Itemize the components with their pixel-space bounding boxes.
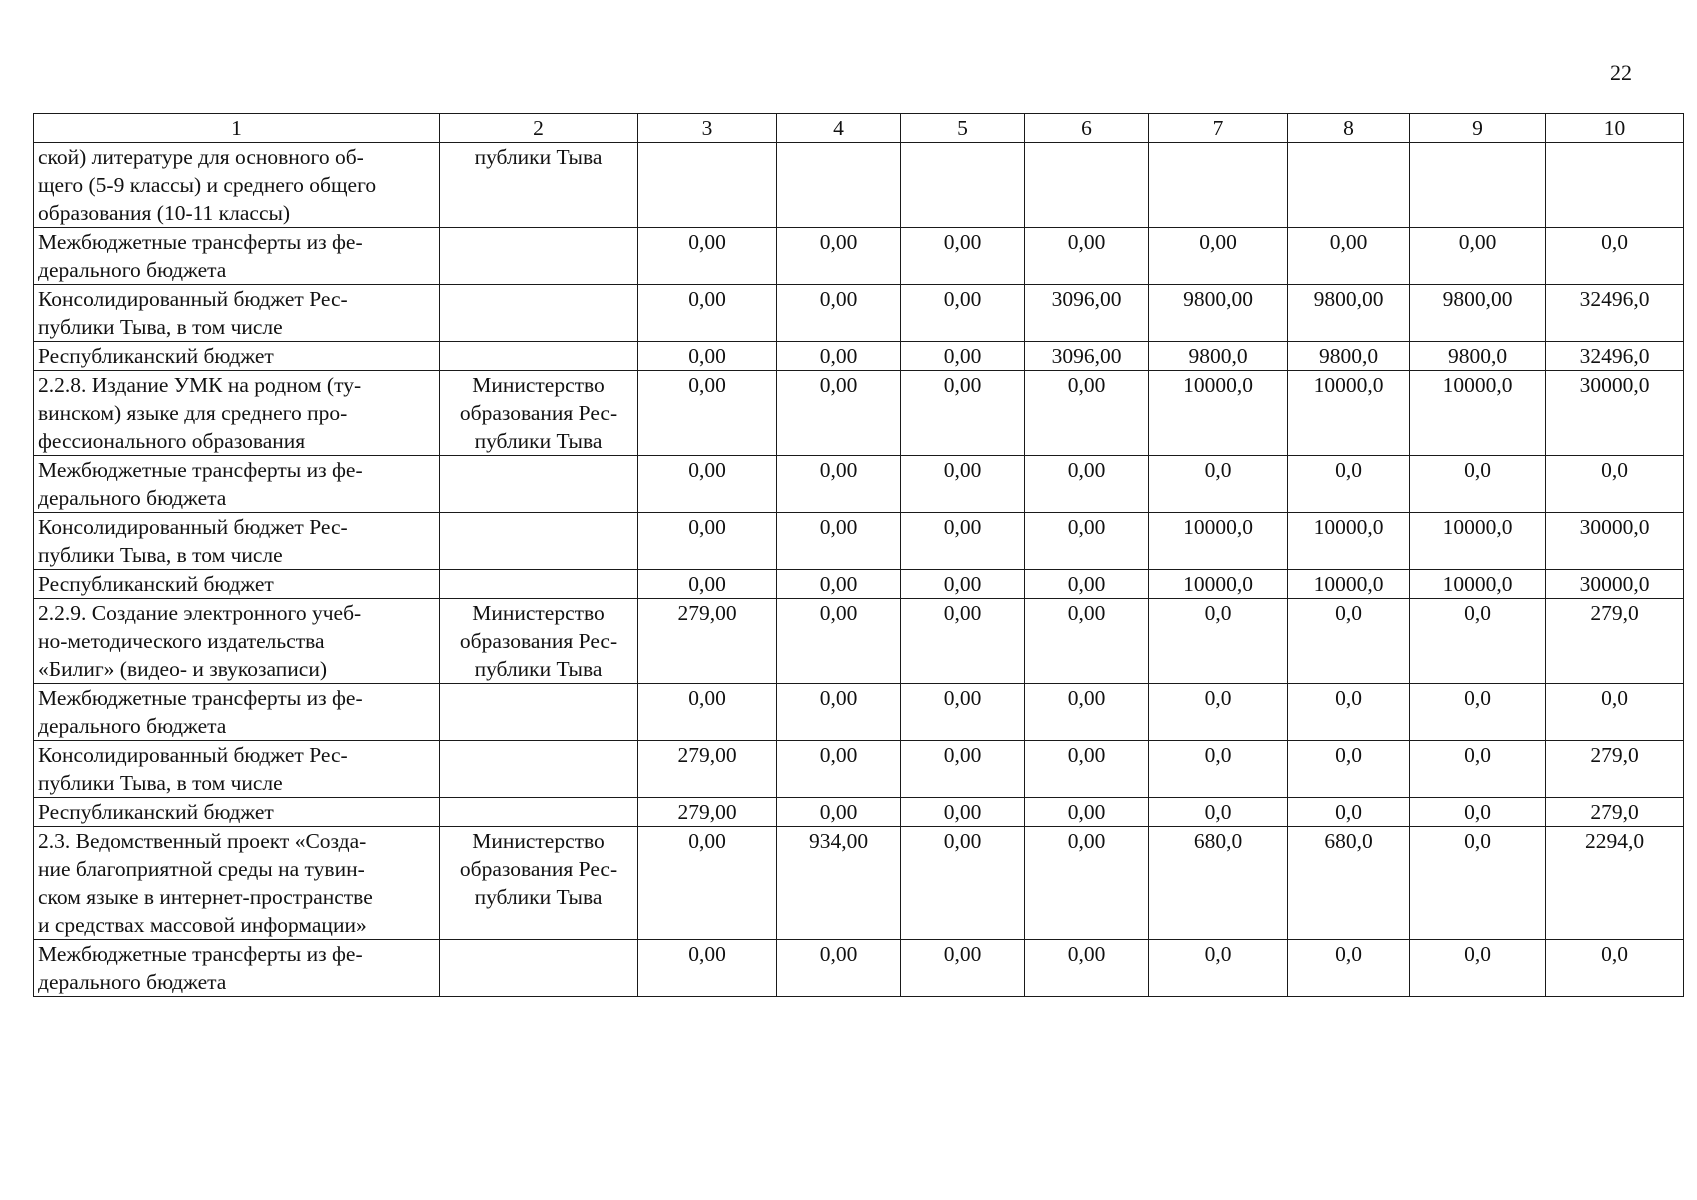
value-cell-col-7: 680,0 <box>1149 827 1288 940</box>
row-name-cell <box>34 228 440 285</box>
table-row <box>34 513 1684 570</box>
executor-text: Министерство образования Рес- публики Тыва <box>459 601 618 681</box>
value-cell-col-8: 0,0 <box>1288 741 1410 798</box>
row-name-cell <box>34 456 440 513</box>
row-name-text: Межбюджетные трансферты из фе- дерального бюджета <box>38 230 363 282</box>
row-name-text: 2.2.9. Создание электронного учеб- но-методического издательства «Билиг» (видео- и звукозаписи) <box>38 601 362 681</box>
row-name-text: Консолидированный бюджет Рес- публики Тыва, в том числе <box>38 743 348 795</box>
executor-cell <box>440 228 638 285</box>
value-cell-col-3: 0,00 <box>638 456 777 513</box>
value-cell-col-8: 0,0 <box>1288 798 1410 827</box>
value-cell-col-10: 30000,0 <box>1546 513 1684 570</box>
value-cell-col-3: 0,00 <box>638 570 777 599</box>
table-row <box>34 371 1684 456</box>
value-cell-col-3: 0,00 <box>638 342 777 371</box>
value-cell-col-8: 0,0 <box>1288 684 1410 741</box>
value-cell-col-7: 0,0 <box>1149 940 1288 997</box>
value-cell-col-4: 0,00 <box>777 940 901 997</box>
value-cell-col-9: 0,0 <box>1410 741 1546 798</box>
executor-text: публики Тыва <box>474 145 603 169</box>
executor-text: Министерство образования Рес- публики Тыва <box>459 373 618 453</box>
table-row <box>34 599 1684 684</box>
value-cell-col-9: 0,0 <box>1410 456 1546 513</box>
value-cell-col-3: 279,00 <box>638 599 777 684</box>
value-cell-col-5: 0,00 <box>901 342 1025 371</box>
table-row <box>34 798 1684 827</box>
value-cell-col-4: 934,00 <box>777 827 901 940</box>
value-cell-col-6: 0,00 <box>1025 741 1149 798</box>
value-cell-col-6 <box>1025 143 1149 228</box>
value-cell-col-9: 10000,0 <box>1410 570 1546 599</box>
value-cell-col-9: 0,0 <box>1410 798 1546 827</box>
value-cell-col-9: 9800,0 <box>1410 342 1546 371</box>
table-row <box>34 456 1684 513</box>
value-cell-col-7: 10000,0 <box>1149 570 1288 599</box>
value-cell-col-5: 0,00 <box>901 827 1025 940</box>
column-header-8: 8 <box>1288 114 1410 143</box>
executor-cell <box>440 798 638 827</box>
value-cell-col-3 <box>638 143 777 228</box>
row-name-cell <box>34 599 440 684</box>
value-cell-col-8: 0,00 <box>1288 228 1410 285</box>
value-cell-col-3: 0,00 <box>638 827 777 940</box>
value-cell-col-8: 9800,00 <box>1288 285 1410 342</box>
table-row <box>34 827 1684 940</box>
value-cell-col-3: 0,00 <box>638 684 777 741</box>
value-cell-col-4: 0,00 <box>777 342 901 371</box>
value-cell-col-3: 0,00 <box>638 513 777 570</box>
value-cell-col-10: 279,0 <box>1546 599 1684 684</box>
value-cell-col-3: 0,00 <box>638 285 777 342</box>
row-name-cell <box>34 741 440 798</box>
value-cell-col-10: 0,0 <box>1546 228 1684 285</box>
row-name-cell <box>34 570 440 599</box>
column-header-10: 10 <box>1546 114 1684 143</box>
value-cell-col-4: 0,00 <box>777 684 901 741</box>
column-header-4: 4 <box>777 114 901 143</box>
row-name-cell <box>34 798 440 827</box>
table-row <box>34 342 1684 371</box>
column-header-6: 6 <box>1025 114 1149 143</box>
row-name-text: ской) литературе для основного об- щего (5-9 классы) и среднего общего образования (10-11 классы) <box>38 145 377 225</box>
executor-cell <box>440 513 638 570</box>
value-cell-col-6: 0,00 <box>1025 798 1149 827</box>
value-cell-col-9: 0,0 <box>1410 684 1546 741</box>
value-cell-col-9: 0,0 <box>1410 599 1546 684</box>
value-cell-col-7: 0,0 <box>1149 456 1288 513</box>
row-name-text: Межбюджетные трансферты из фе- дерального бюджета <box>38 686 363 738</box>
value-cell-col-3: 279,00 <box>638 741 777 798</box>
value-cell-col-4: 0,00 <box>777 599 901 684</box>
value-cell-col-5: 0,00 <box>901 285 1025 342</box>
executor-text: Министерство образования Рес- публики Тыва <box>459 829 618 909</box>
value-cell-col-3: 0,00 <box>638 940 777 997</box>
row-name-text: Республиканский бюджет <box>38 572 274 596</box>
value-cell-col-10: 279,0 <box>1546 798 1684 827</box>
value-cell-col-7: 0,0 <box>1149 798 1288 827</box>
executor-cell <box>440 143 638 228</box>
value-cell-col-6: 0,00 <box>1025 513 1149 570</box>
value-cell-col-5 <box>901 143 1025 228</box>
value-cell-col-3: 0,00 <box>638 371 777 456</box>
row-name-text: Консолидированный бюджет Рес- публики Тыва, в том числе <box>38 515 348 567</box>
value-cell-col-6: 0,00 <box>1025 599 1149 684</box>
budget-table <box>33 113 1684 997</box>
value-cell-col-8: 0,0 <box>1288 940 1410 997</box>
value-cell-col-7: 0,00 <box>1149 228 1288 285</box>
row-name-text: 2.2.8. Издание УМК на родном (ту- винском) языке для среднего про- фессионального образования <box>38 373 362 453</box>
value-cell-col-9: 10000,0 <box>1410 513 1546 570</box>
row-name-cell <box>34 940 440 997</box>
value-cell-col-7: 0,0 <box>1149 599 1288 684</box>
value-cell-col-10: 2294,0 <box>1546 827 1684 940</box>
value-cell-col-10: 32496,0 <box>1546 285 1684 342</box>
value-cell-col-6: 0,00 <box>1025 827 1149 940</box>
table-row <box>34 741 1684 798</box>
column-number-header-row <box>34 114 1684 143</box>
row-name-text: Республиканский бюджет <box>38 800 274 824</box>
value-cell-col-6: 3096,00 <box>1025 342 1149 371</box>
value-cell-col-9: 0,0 <box>1410 940 1546 997</box>
value-cell-col-4: 0,00 <box>777 456 901 513</box>
column-header-3: 3 <box>638 114 777 143</box>
executor-cell <box>440 371 638 456</box>
value-cell-col-5: 0,00 <box>901 570 1025 599</box>
row-name-cell <box>34 285 440 342</box>
row-name-cell <box>34 513 440 570</box>
row-name-text: Межбюджетные трансферты из фе- дерального бюджета <box>38 942 363 994</box>
column-header-5: 5 <box>901 114 1025 143</box>
value-cell-col-6: 0,00 <box>1025 684 1149 741</box>
value-cell-col-10: 30000,0 <box>1546 570 1684 599</box>
executor-cell <box>440 285 638 342</box>
value-cell-col-9: 9800,00 <box>1410 285 1546 342</box>
executor-cell <box>440 741 638 798</box>
row-name-text: 2.3. Ведомственный проект «Созда- ние благоприятной среды на тувин- ском языке в интернет-пространстве и средствах массовой информации» <box>38 829 373 937</box>
row-name-cell <box>34 684 440 741</box>
value-cell-col-9: 0,00 <box>1410 228 1546 285</box>
value-cell-col-10: 0,0 <box>1546 456 1684 513</box>
value-cell-col-4 <box>777 143 901 228</box>
value-cell-col-7: 9800,0 <box>1149 342 1288 371</box>
value-cell-col-5: 0,00 <box>901 684 1025 741</box>
value-cell-col-5: 0,00 <box>901 599 1025 684</box>
value-cell-col-7: 10000,0 <box>1149 513 1288 570</box>
value-cell-col-6: 0,00 <box>1025 570 1149 599</box>
column-header-9: 9 <box>1410 114 1546 143</box>
value-cell-col-10: 32496,0 <box>1546 342 1684 371</box>
value-cell-col-5: 0,00 <box>901 940 1025 997</box>
value-cell-col-8: 0,0 <box>1288 456 1410 513</box>
row-name-text: Консолидированный бюджет Рес- публики Тыва, в том числе <box>38 287 348 339</box>
value-cell-col-9: 10000,0 <box>1410 371 1546 456</box>
value-cell-col-7: 10000,0 <box>1149 371 1288 456</box>
column-header-1: 1 <box>34 114 440 143</box>
table-row <box>34 228 1684 285</box>
value-cell-col-8: 10000,0 <box>1288 513 1410 570</box>
value-cell-col-8: 680,0 <box>1288 827 1410 940</box>
value-cell-col-4: 0,00 <box>777 741 901 798</box>
value-cell-col-8: 10000,0 <box>1288 371 1410 456</box>
value-cell-col-7: 0,0 <box>1149 684 1288 741</box>
value-cell-col-9: 0,0 <box>1410 827 1546 940</box>
row-name-cell <box>34 371 440 456</box>
executor-cell <box>440 827 638 940</box>
value-cell-col-8: 0,0 <box>1288 599 1410 684</box>
executor-cell <box>440 456 638 513</box>
row-name-cell <box>34 342 440 371</box>
table-row <box>34 143 1684 228</box>
value-cell-col-7: 9800,00 <box>1149 285 1288 342</box>
value-cell-col-7 <box>1149 143 1288 228</box>
value-cell-col-5: 0,00 <box>901 456 1025 513</box>
table-row <box>34 570 1684 599</box>
value-cell-col-10 <box>1546 143 1684 228</box>
value-cell-col-6: 0,00 <box>1025 940 1149 997</box>
executor-cell <box>440 570 638 599</box>
row-name-cell <box>34 143 440 228</box>
value-cell-col-10: 0,0 <box>1546 940 1684 997</box>
value-cell-col-10: 30000,0 <box>1546 371 1684 456</box>
row-name-text: Республиканский бюджет <box>38 344 274 368</box>
value-cell-col-9 <box>1410 143 1546 228</box>
value-cell-col-4: 0,00 <box>777 371 901 456</box>
value-cell-col-5: 0,00 <box>901 798 1025 827</box>
executor-cell <box>440 599 638 684</box>
value-cell-col-6: 0,00 <box>1025 228 1149 285</box>
value-cell-col-7: 0,0 <box>1149 741 1288 798</box>
value-cell-col-4: 0,00 <box>777 285 901 342</box>
value-cell-col-8: 10000,0 <box>1288 570 1410 599</box>
table-row <box>34 940 1684 997</box>
value-cell-col-10: 0,0 <box>1546 684 1684 741</box>
value-cell-col-4: 0,00 <box>777 228 901 285</box>
value-cell-col-8 <box>1288 143 1410 228</box>
row-name-text: Межбюджетные трансферты из фе- дерального бюджета <box>38 458 363 510</box>
value-cell-col-4: 0,00 <box>777 798 901 827</box>
column-header-7: 7 <box>1149 114 1288 143</box>
value-cell-col-6: 0,00 <box>1025 456 1149 513</box>
executor-cell <box>440 940 638 997</box>
value-cell-col-5: 0,00 <box>901 741 1025 798</box>
row-name-cell <box>34 827 440 940</box>
value-cell-col-5: 0,00 <box>901 371 1025 456</box>
value-cell-col-4: 0,00 <box>777 513 901 570</box>
column-header-2: 2 <box>440 114 638 143</box>
value-cell-col-5: 0,00 <box>901 228 1025 285</box>
table-row <box>34 684 1684 741</box>
value-cell-col-8: 9800,0 <box>1288 342 1410 371</box>
page-number: 22 <box>1610 60 1632 85</box>
executor-cell <box>440 684 638 741</box>
value-cell-col-3: 0,00 <box>638 228 777 285</box>
value-cell-col-10: 279,0 <box>1546 741 1684 798</box>
value-cell-col-5: 0,00 <box>901 513 1025 570</box>
table-row <box>34 285 1684 342</box>
value-cell-col-4: 0,00 <box>777 570 901 599</box>
executor-cell <box>440 342 638 371</box>
value-cell-col-6: 0,00 <box>1025 371 1149 456</box>
value-cell-col-3: 279,00 <box>638 798 777 827</box>
value-cell-col-6: 3096,00 <box>1025 285 1149 342</box>
